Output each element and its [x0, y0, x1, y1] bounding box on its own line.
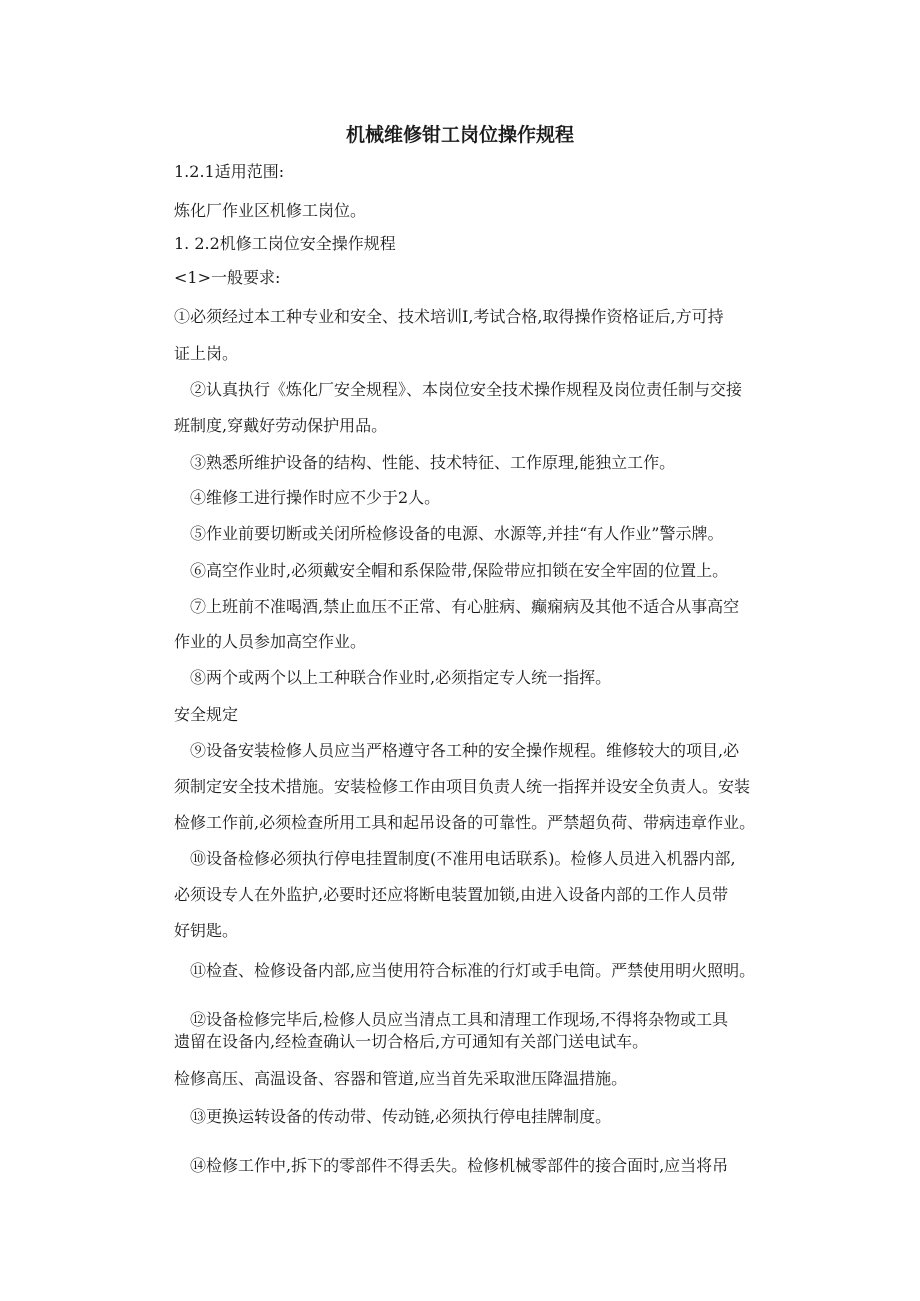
text-line: ⑭检修工作中,拆下的零部件不得丢失。检修机械零部件的接合面时,应当将吊	[190, 1156, 729, 1175]
text-line: ⑦上班前不准喝酒,禁止血压不正常、有心脏病、癫痫病及其他不适合从事高空	[190, 597, 740, 616]
text-line: 1. 2.2机修工岗位安全操作规程	[174, 234, 396, 253]
text-line: 须制定安全技术措施。安装检修工作由项目负责人统一指挥并设安全负责人。安装	[174, 777, 751, 796]
text-line: ②认真执行《炼化厂安全规程》、本岗位安全技术操作规程及岗位责任制与交接	[190, 380, 743, 399]
text-line: ⑧两个或两个以上工种联合作业时,必须指定专人统一指挥。	[190, 668, 612, 687]
text-line: 作业的人员参加高空作业。	[174, 632, 367, 651]
text-line: 炼化厂作业区机修工岗位。	[174, 201, 367, 220]
text-line: ⑤作业前要切断或关闭所检修设备的电源、水源等,并挂“有人作业”警示牌。	[190, 524, 724, 543]
text-line: ③熟悉所维护设备的结构、性能、技术特征、工作原理,能独立工作。	[190, 453, 676, 472]
text-line: ⑥高空作业时,必须戴安全帽和系保险带,保险带应扣锁在安全牢固的位置上。	[190, 561, 729, 580]
text-line: ⑬更换运转设备的传动带、传动链,必须执行停电挂牌制度。	[190, 1107, 612, 1126]
text-line: 1.2.1适用范围:	[174, 162, 285, 181]
text-line: 班制度,穿戴好劳动保护用品。	[174, 416, 388, 435]
text-line: ④维修工进行操作时应不少于2人。	[190, 488, 441, 507]
text-line: 遗留在设备内,经检查确认一切合格后,方可通知有关部门送电试车。	[174, 1032, 649, 1051]
text-line: ⑨设备安装检修人员应当严格遵守各工种的安全操作规程。维修较大的项目,必	[190, 741, 740, 760]
text-line: 必须设专人在外监护,必要时还应将断电装置加锁,由进入设备内部的工作人员带	[174, 885, 729, 904]
text-line: 好钥匙。	[174, 921, 239, 940]
section-heading: 安全规定	[174, 705, 239, 724]
text-line: ⑩设备检修必须执行停电挂置制度(不准用电话联系)。检修人员进入机器内部,	[190, 849, 736, 868]
text-line: 检修工作前,必须检查所用工具和起吊设备的可靠性。严禁超负荷、带病违章作业。	[174, 813, 756, 832]
text-line: 检修高压、高温设备、容器和管道,应当首先采取泄压降温措施。	[174, 1069, 628, 1088]
text-line: 证上岗。	[174, 344, 239, 363]
text-line: <1>一般要求:	[174, 268, 281, 287]
text-line: ⑫设备检修完毕后,检修人员应当清点工具和清理工作现场,不得将杂物或工具	[190, 1010, 729, 1029]
text-line: ⑪检查、检修设备内部,应当使用符合标准的行灯或手电筒。严禁使用明火照明。	[190, 961, 756, 980]
document-title: 机械维修钳工岗位操作规程	[345, 124, 574, 146]
text-line: ①必须经过本工种专业和安全、技术培训I,考试合格,取得操作资格证后,方可持	[174, 307, 724, 326]
